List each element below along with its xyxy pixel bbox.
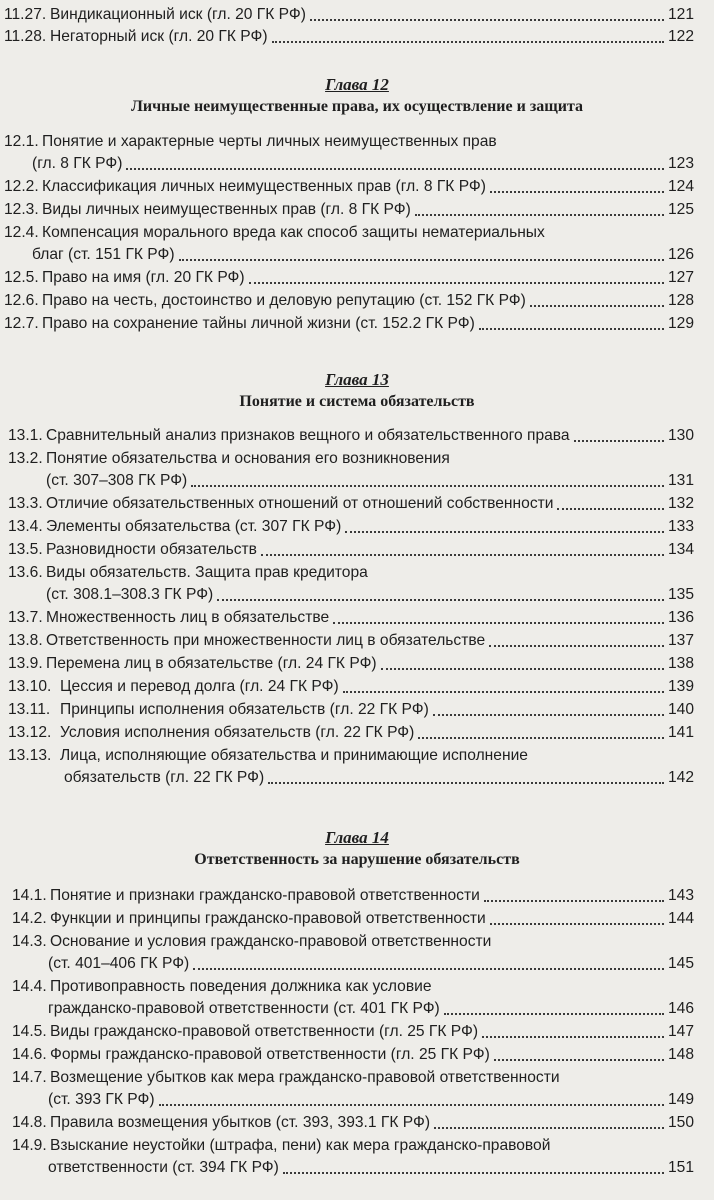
entry-number: 12.7. bbox=[4, 315, 39, 332]
toc-entry[interactable] bbox=[0, 1067, 714, 1111]
toc-entry[interactable] bbox=[0, 976, 714, 1020]
entry-title: Принципы исполнения обязательств (гл. 22 ГК РФ) bbox=[60, 701, 429, 718]
toc-entry[interactable] bbox=[0, 290, 714, 312]
toc-entry[interactable] bbox=[0, 699, 714, 721]
toc-entry[interactable] bbox=[0, 562, 714, 606]
dot-leader bbox=[444, 1013, 664, 1015]
entry-number: 13.11. bbox=[8, 701, 51, 718]
page-number: 123 bbox=[667, 155, 694, 172]
page-number: 125 bbox=[667, 201, 694, 218]
dot-leader bbox=[490, 923, 664, 925]
toc-entry[interactable] bbox=[0, 131, 714, 175]
entry-number: 13.10. bbox=[8, 678, 52, 695]
entry-title: Виндикационный иск (гл. 20 ГК РФ) bbox=[50, 6, 306, 23]
entry-title: (ст. 401–406 ГК РФ) bbox=[48, 955, 190, 972]
toc-entry[interactable] bbox=[0, 493, 714, 515]
toc-entry[interactable] bbox=[0, 267, 714, 289]
entry-number: 14.8. bbox=[12, 1114, 47, 1131]
entry-number: 13.7. bbox=[8, 609, 43, 626]
entry-title: ответственности (ст. 394 ГК РФ) bbox=[48, 1159, 279, 1176]
entry-title: гражданско-правовой ответственности (ст. 401 ГК РФ) bbox=[48, 1000, 440, 1017]
entry-number: 14.9. bbox=[12, 1137, 47, 1154]
entry-title: Отличие обязательственных отношений от отношений собственности bbox=[46, 495, 554, 512]
page-number: 147 bbox=[667, 1023, 694, 1040]
entry-title: Виды личных неимущественных прав (гл. 8 ГК РФ) bbox=[42, 201, 411, 218]
entry-number: 13.13. bbox=[8, 747, 52, 764]
toc-entry[interactable] bbox=[0, 222, 714, 266]
entry-title: Правила возмещения убытков (ст. 393, 393.1 ГК РФ) bbox=[50, 1114, 431, 1131]
entry-number: 14.5. bbox=[12, 1023, 47, 1040]
page-number: 122 bbox=[667, 28, 694, 45]
entry-number: 13.3. bbox=[8, 495, 43, 512]
entry-number: 14.7. bbox=[12, 1069, 47, 1086]
page-number: 140 bbox=[667, 701, 694, 718]
dot-leader bbox=[557, 508, 664, 510]
entry-number: 13.4. bbox=[8, 518, 43, 535]
page-number: 146 bbox=[667, 1000, 694, 1017]
entry-number: 14.3. bbox=[12, 933, 47, 950]
dot-leader bbox=[479, 328, 664, 330]
entry-title: Негаторный иск (гл. 20 ГК РФ) bbox=[50, 28, 268, 45]
page-number: 143 bbox=[667, 887, 694, 904]
dot-leader bbox=[433, 714, 664, 716]
chapter-label: Глава 12 bbox=[325, 75, 389, 94]
dot-leader bbox=[482, 1036, 664, 1038]
entry-title: Виды обязательств. Защита прав кредитора bbox=[46, 564, 368, 581]
entry-title: Понятие и признаки гражданско-правовой ответственности bbox=[50, 887, 480, 904]
entry-title: Перемена лиц в обязательстве (гл. 24 ГК РФ) bbox=[46, 655, 377, 672]
dot-leader bbox=[490, 191, 664, 193]
entry-title: Основание и условия гражданско-правовой ответственности bbox=[50, 933, 492, 950]
page-number: 139 bbox=[667, 678, 694, 695]
entry-title: (ст. 307–308 ГК РФ) bbox=[46, 472, 188, 489]
page-number: 141 bbox=[667, 724, 694, 741]
dot-leader bbox=[126, 168, 664, 170]
entry-number: 14.2. bbox=[12, 910, 47, 927]
entry-number: 12.3. bbox=[4, 201, 39, 218]
toc-entry[interactable] bbox=[0, 1135, 714, 1179]
entry-title: Функции и принципы гражданско-правовой ответственности bbox=[50, 910, 486, 927]
toc-entry[interactable] bbox=[0, 1021, 714, 1043]
page-number: 121 bbox=[667, 6, 694, 23]
toc-entry[interactable] bbox=[0, 448, 714, 492]
dot-leader bbox=[434, 1127, 664, 1129]
entry-title: Цессия и перевод долга (гл. 24 ГК РФ) bbox=[60, 678, 339, 695]
dot-leader bbox=[272, 41, 664, 43]
entry-number: 13.2. bbox=[8, 450, 43, 467]
toc-entry[interactable] bbox=[0, 745, 714, 789]
entry-number: 12.4. bbox=[4, 224, 39, 241]
page-number: 138 bbox=[667, 655, 694, 672]
dot-leader bbox=[418, 737, 664, 739]
dot-leader bbox=[381, 668, 664, 670]
entry-title: Противоправность поведения должника как условие bbox=[50, 978, 432, 995]
entry-number: 13.5. bbox=[8, 541, 43, 558]
entry-number: 12.2. bbox=[4, 178, 39, 195]
toc-entry[interactable] bbox=[0, 539, 714, 561]
chapter-heading bbox=[0, 75, 714, 117]
toc-entry[interactable] bbox=[0, 722, 714, 744]
entry-title: Возмещение убытков как мера гражданско-правовой ответственности bbox=[50, 1069, 560, 1086]
page-number: 136 bbox=[667, 609, 694, 626]
page-number: 127 bbox=[667, 269, 694, 286]
entry-number: 13.9. bbox=[8, 655, 43, 672]
dot-leader bbox=[191, 485, 664, 487]
toc-entry[interactable] bbox=[0, 885, 714, 907]
entry-title: Множественность лиц в обязательстве bbox=[46, 609, 330, 626]
dot-leader bbox=[489, 645, 664, 647]
toc-entry[interactable] bbox=[0, 653, 714, 675]
dot-leader bbox=[217, 599, 664, 601]
entry-number: 13.1. bbox=[8, 427, 43, 444]
page-number: 124 bbox=[667, 178, 694, 195]
dot-leader bbox=[484, 900, 664, 902]
chapter-heading bbox=[0, 370, 714, 412]
dot-leader bbox=[268, 782, 664, 784]
dot-leader bbox=[343, 691, 664, 693]
page-number: 132 bbox=[667, 495, 694, 512]
dot-leader bbox=[261, 554, 664, 556]
chapter-label: Глава 13 bbox=[325, 370, 389, 389]
toc-entry[interactable] bbox=[0, 676, 714, 698]
page-number: 135 bbox=[667, 586, 694, 603]
page-number: 126 bbox=[667, 246, 694, 263]
page-number: 131 bbox=[667, 472, 694, 489]
entry-number: 14.1. bbox=[12, 887, 47, 904]
entry-title: Право на честь, достоинство и деловую репутацию (ст. 152 ГК РФ) bbox=[42, 292, 526, 309]
entry-number: 14.4. bbox=[12, 978, 47, 995]
dot-leader bbox=[333, 622, 664, 624]
chapter-heading bbox=[0, 828, 714, 870]
entry-number: 13.6. bbox=[8, 564, 43, 581]
page-number: 133 bbox=[667, 518, 694, 535]
entry-number: 13.8. bbox=[8, 632, 43, 649]
entry-title: Формы гражданско-правовой ответственности (гл. 25 ГК РФ) bbox=[50, 1046, 490, 1063]
dot-leader bbox=[345, 531, 664, 533]
chapter-title: Ответственность за нарушение обязательств bbox=[194, 851, 520, 868]
toc-entry[interactable] bbox=[0, 26, 714, 48]
entry-title: Элементы обязательства (ст. 307 ГК РФ) bbox=[46, 518, 342, 535]
toc-entry[interactable] bbox=[0, 931, 714, 975]
entry-title: Право на имя (гл. 20 ГК РФ) bbox=[42, 269, 245, 286]
entry-title: (ст. 393 ГК РФ) bbox=[48, 1091, 155, 1108]
toc-entry[interactable] bbox=[0, 425, 714, 447]
page-number: 151 bbox=[667, 1159, 694, 1176]
dot-leader bbox=[193, 968, 664, 970]
toc-entry[interactable] bbox=[0, 313, 714, 335]
dot-leader bbox=[179, 259, 664, 261]
page-number: 150 bbox=[667, 1114, 694, 1131]
entry-title: Виды гражданско-правовой ответственности (гл. 25 ГК РФ) bbox=[50, 1023, 479, 1040]
entry-title: (ст. 308.1–308.3 ГК РФ) bbox=[46, 586, 214, 603]
entry-title: Сравнительный анализ признаков вещного и обязательственного права bbox=[46, 427, 570, 444]
page-number: 128 bbox=[667, 292, 694, 309]
entry-title: Понятие и характерные черты личных неимущественных прав bbox=[42, 133, 497, 150]
toc-entry[interactable] bbox=[0, 1044, 714, 1066]
chapter-label: Глава 14 bbox=[325, 828, 389, 847]
entry-title: (гл. 8 ГК РФ) bbox=[32, 155, 123, 172]
entry-title: Понятие обязательства и основания его возникновения bbox=[46, 450, 450, 467]
dot-leader bbox=[283, 1172, 664, 1174]
page-number: 134 bbox=[667, 541, 694, 558]
toc-entry[interactable] bbox=[0, 1112, 714, 1134]
entry-number: 13.12. bbox=[8, 724, 52, 741]
page-number: 142 bbox=[667, 769, 694, 786]
page-number: 149 bbox=[667, 1091, 694, 1108]
dot-leader bbox=[415, 214, 664, 216]
entry-number: 12.5. bbox=[4, 269, 39, 286]
entry-title: обязательств (гл. 22 ГК РФ) bbox=[64, 769, 265, 786]
dot-leader bbox=[494, 1059, 664, 1061]
entry-title: Лица, исполняющие обязательства и принимающие исполнение bbox=[60, 747, 528, 764]
entry-title: Разновидности обязательств bbox=[46, 541, 257, 558]
entry-number: 12.1. bbox=[4, 133, 39, 150]
page-number: 130 bbox=[667, 427, 694, 444]
chapter-title: Понятие и система обязательств bbox=[239, 393, 475, 410]
entry-title: Ответственность при множественности лиц в обязательстве bbox=[46, 632, 486, 649]
entry-title: благ (ст. 151 ГК РФ) bbox=[32, 246, 175, 263]
page-number: 137 bbox=[667, 632, 694, 649]
entry-title: Классификация личных неимущественных прав (гл. 8 ГК РФ) bbox=[42, 178, 486, 195]
page-number: 148 bbox=[667, 1046, 694, 1063]
toc-entry[interactable] bbox=[0, 607, 714, 629]
dot-leader bbox=[574, 440, 664, 442]
entry-title: Условия исполнения обязательств (гл. 22 ГК РФ) bbox=[60, 724, 415, 741]
toc-entry[interactable] bbox=[0, 516, 714, 538]
page-number: 145 bbox=[667, 955, 694, 972]
entry-number: 11.27. bbox=[4, 6, 47, 23]
dot-leader bbox=[310, 19, 664, 21]
entry-title: Взыскание неустойки (штрафа, пени) как мера гражданско-правовой bbox=[50, 1137, 551, 1154]
entry-number: 12.6. bbox=[4, 292, 39, 309]
toc-entry[interactable] bbox=[0, 176, 714, 198]
dot-leader bbox=[159, 1104, 664, 1106]
toc-entry[interactable] bbox=[0, 908, 714, 930]
toc-entry[interactable] bbox=[0, 630, 714, 652]
page-number: 144 bbox=[667, 910, 694, 927]
entry-number: 14.6. bbox=[12, 1046, 47, 1063]
chapter-title: Личные неимущественные права, их осуществление и защита bbox=[130, 98, 584, 115]
entry-number: 11.28. bbox=[4, 28, 47, 45]
toc-entry[interactable] bbox=[0, 4, 714, 26]
page-number: 129 bbox=[667, 315, 694, 332]
dot-leader bbox=[249, 282, 664, 284]
dot-leader bbox=[530, 305, 664, 307]
entry-title: Компенсация морального вреда как способ защиты нематериальных bbox=[42, 224, 545, 241]
entry-title: Право на сохранение тайны личной жизни (ст. 152.2 ГК РФ) bbox=[42, 315, 475, 332]
toc-entry[interactable] bbox=[0, 199, 714, 221]
